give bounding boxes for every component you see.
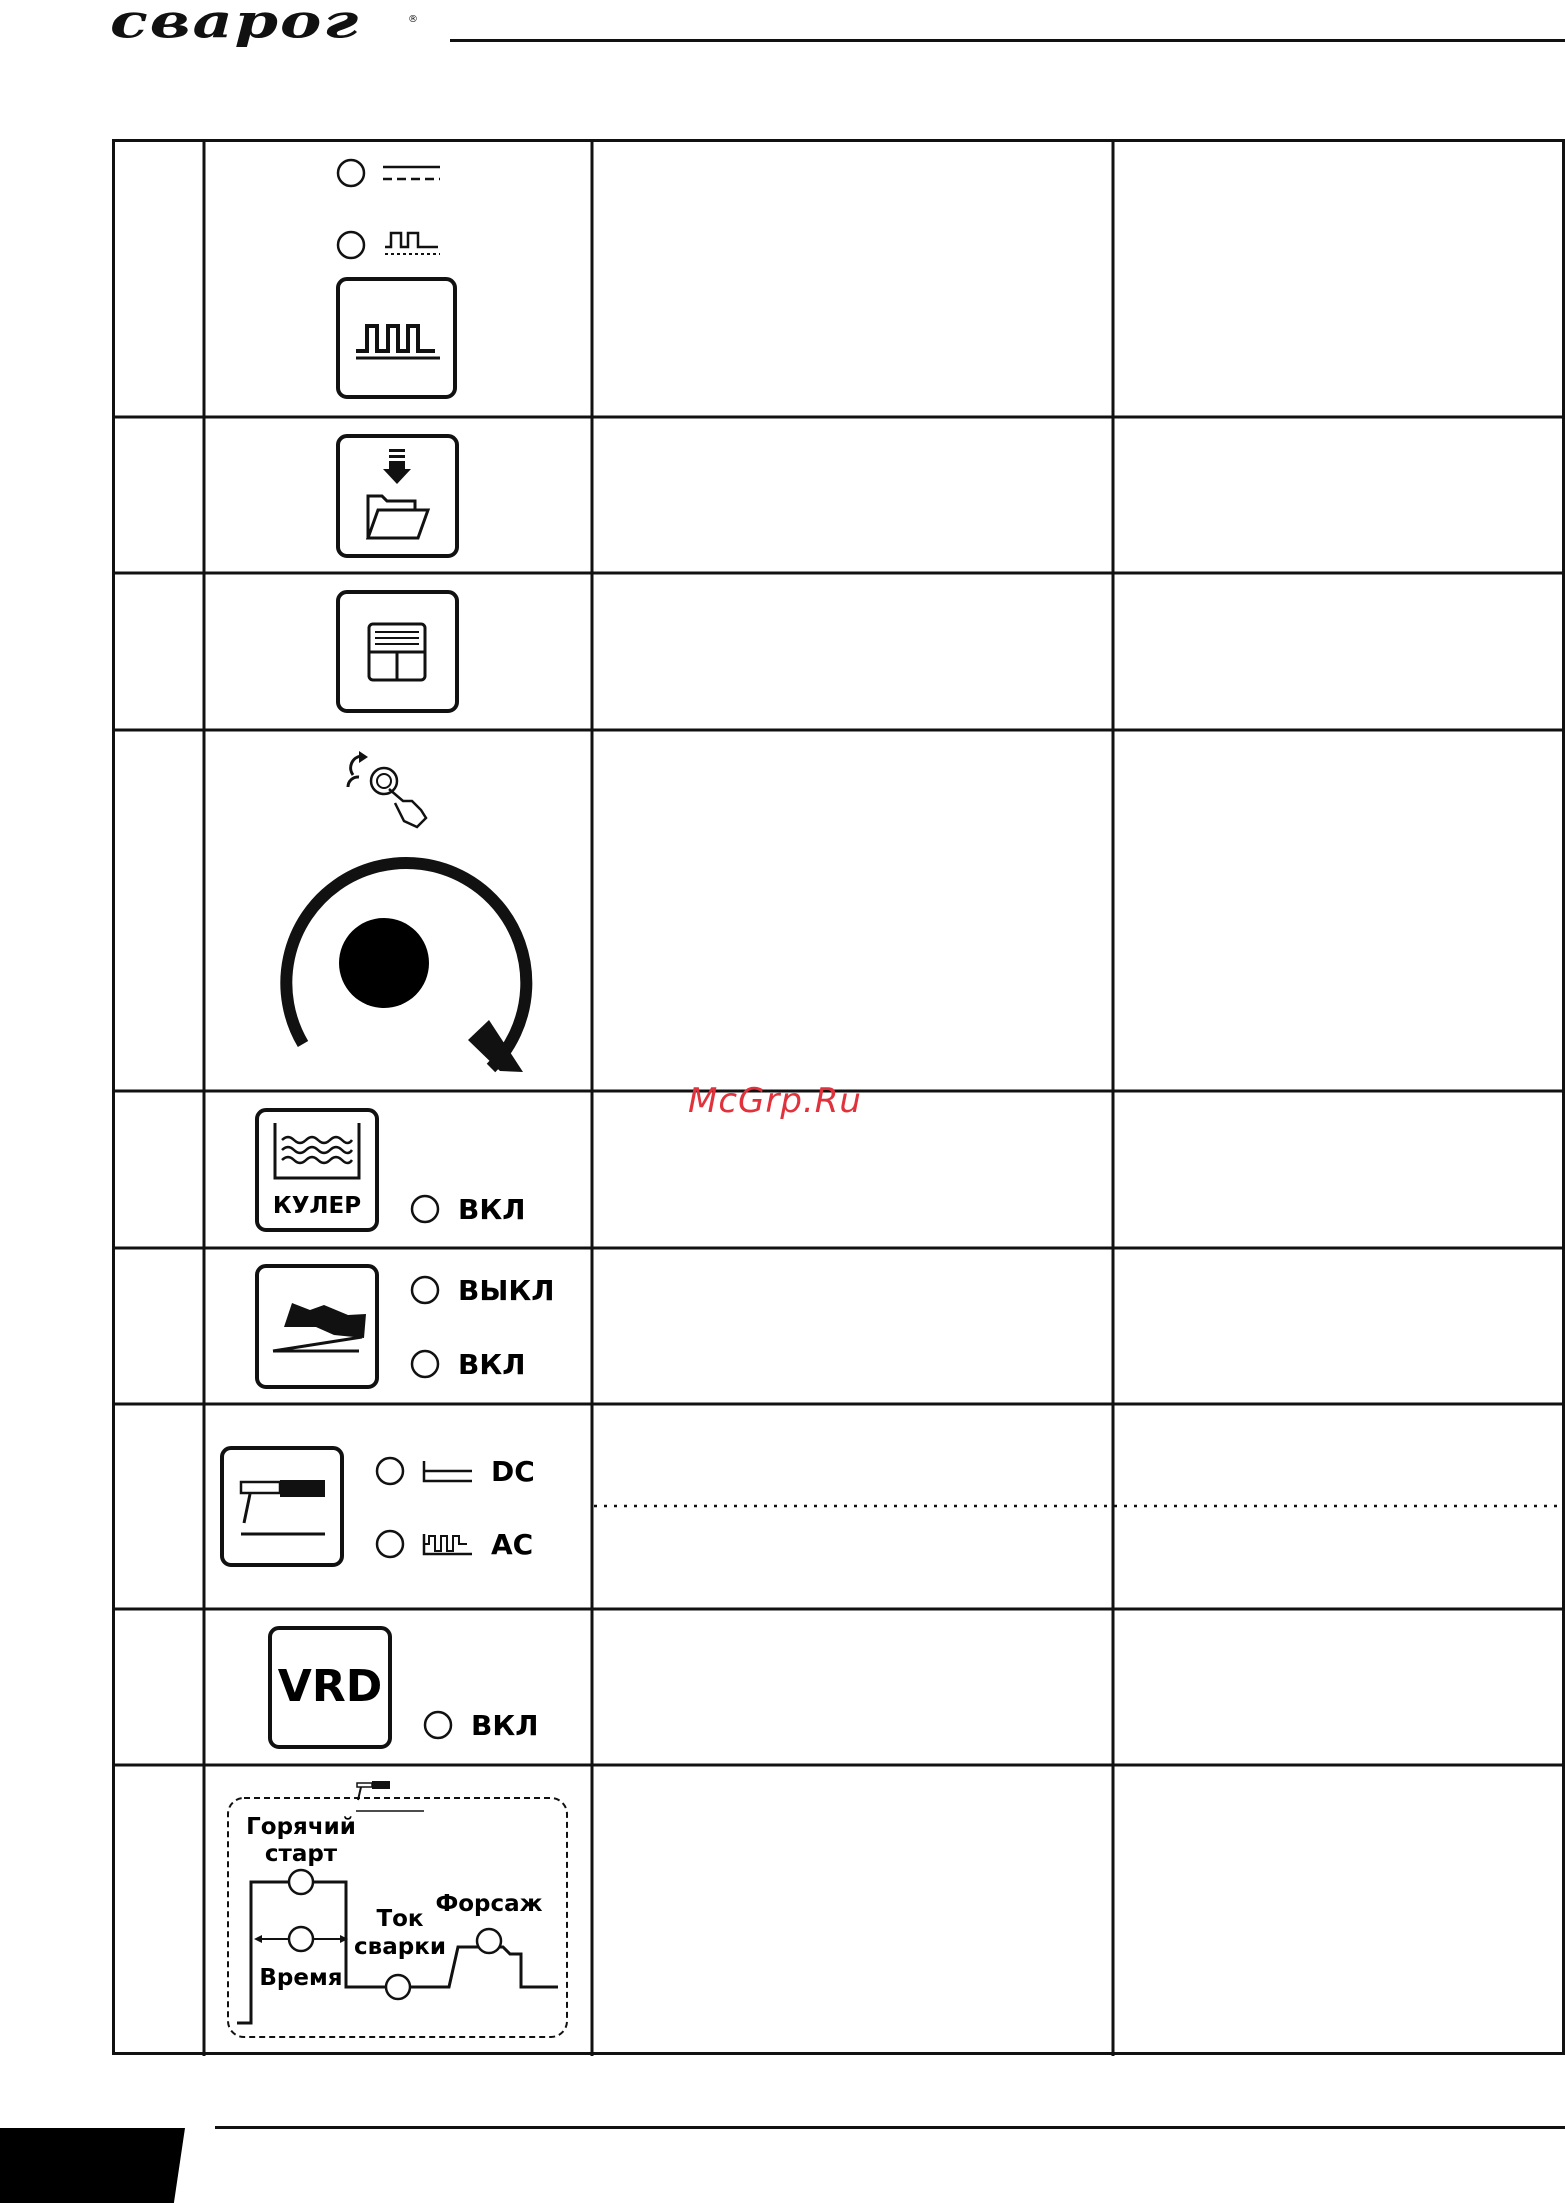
- option-label: AC: [491, 1528, 534, 1561]
- row-vrd: [270, 1628, 538, 1747]
- hot-start-label-1: Горячий: [246, 1814, 356, 1840]
- foot-pedal-icon[interactable]: [257, 1266, 377, 1387]
- electrode-holder-icon[interactable]: [222, 1448, 342, 1565]
- mma-cycle-diagram: [228, 1781, 567, 2037]
- watermark: McGrp.Ru: [688, 1081, 862, 1121]
- header-rule: [450, 39, 1565, 42]
- pedal-on-option[interactable]: [412, 1348, 525, 1381]
- pedal-off-option[interactable]: [412, 1274, 555, 1307]
- option-label: ВКЛ: [458, 1348, 526, 1381]
- arc-force-label: Форсаж: [435, 1891, 543, 1917]
- row-pulse: [338, 160, 455, 397]
- option-label: DC: [491, 1455, 535, 1488]
- electrode-mini-icon: [356, 1781, 424, 1811]
- vrd-on-option[interactable]: [425, 1709, 538, 1742]
- pulse-wave-icon[interactable]: [338, 279, 455, 397]
- footer-page-tab: [0, 2128, 185, 2203]
- option-label: ВКЛ: [458, 1193, 526, 1226]
- encoder-knob-icon[interactable]: [286, 751, 526, 1072]
- time-knob-marker[interactable]: [254, 1927, 348, 1951]
- hot-start-label-2: старт: [264, 1841, 338, 1867]
- hot-start-knob-marker[interactable]: [289, 1870, 313, 1894]
- pulse-line-icon: [338, 232, 440, 258]
- cooler-icon[interactable]: [257, 1110, 377, 1230]
- footer-rule: [215, 2126, 1565, 2129]
- weld-current-label-1: Ток: [376, 1906, 424, 1932]
- option-label: ВКЛ: [471, 1709, 539, 1742]
- registered-mark: ®: [408, 14, 418, 25]
- weld-current-knob-marker[interactable]: [386, 1975, 410, 1999]
- ac-option[interactable]: [377, 1528, 533, 1561]
- cooler-on-option[interactable]: [412, 1193, 525, 1226]
- time-label: Время: [259, 1965, 343, 1991]
- brand-logo: сварог: [110, 0, 361, 49]
- option-label: ВЫКЛ: [458, 1274, 555, 1307]
- dc-option[interactable]: [377, 1455, 535, 1488]
- row-mma: [222, 1448, 535, 1565]
- dc-line-icon: [338, 160, 440, 186]
- vrd-icon[interactable]: [270, 1628, 390, 1747]
- save-layout-icon[interactable]: [338, 592, 457, 711]
- row-pedal: [257, 1266, 555, 1387]
- arc-force-knob-marker[interactable]: [477, 1929, 501, 1953]
- cooler-label: КУЛЕР: [272, 1193, 362, 1219]
- load-folder-icon[interactable]: [338, 436, 457, 556]
- weld-current-label-2: сварки: [354, 1934, 446, 1960]
- vrd-label: VRD: [277, 1661, 383, 1712]
- rotate-press-icon: [348, 751, 426, 827]
- row-cooler: [257, 1110, 525, 1230]
